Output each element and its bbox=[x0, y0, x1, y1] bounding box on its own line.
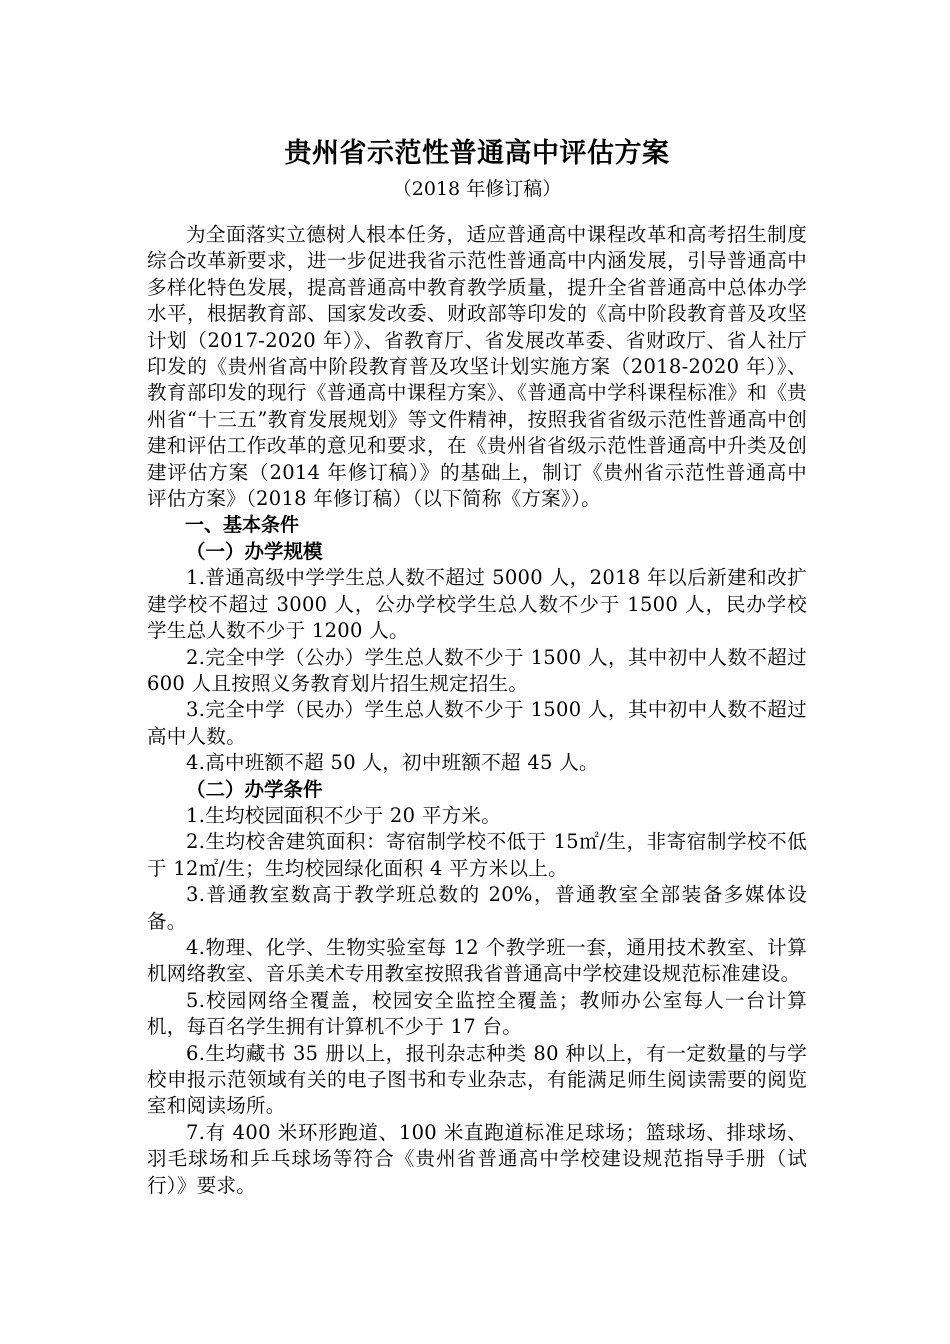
list-item: 6.生均藏书 35 册以上，报刊杂志种类 80 种以上，有一定数量的与学校申报示范领域有关的电子图书和专业杂志，有能满足师生阅读需要的阅览室和阅读场所。 bbox=[147, 1041, 807, 1118]
document-page bbox=[147, 128, 807, 1199]
document-title: 贵州省示范性普通高中评估方案 bbox=[284, 138, 670, 169]
document-subtitle: （2018 年修订稿） bbox=[392, 178, 562, 200]
list-item: 1.生均校园面积不少于 20 平方米。 bbox=[186, 803, 502, 827]
list-item: 2.完全中学（公办）学生总人数不少于 1500 人，其中初中人数不超过 600 人且按照义务教育划片招生规定招生。 bbox=[147, 645, 807, 695]
list-item: 5.校园网络全覆盖，校园安全监控全覆盖；教师办公室每人一台计算机，每百名学生拥有计算机不少于 17 台。 bbox=[147, 988, 807, 1039]
subsection-school-scale bbox=[147, 539, 807, 777]
list-item: 4.高中班额不超 50 人，初中班额不超 45 人。 bbox=[186, 751, 599, 775]
subsection-heading-school-scale: （一）办学规模 bbox=[186, 539, 323, 563]
list-item: 2.生均校舍建筑面积：寄宿制学校不低于 15㎡/生，非寄宿制学校不低于 12㎡/生；生均校园绿化面积 4 平方米以上。 bbox=[147, 830, 807, 880]
list-item: 3.完全中学（民办）学生总人数不少于 1500 人，其中初中人数不超过高中人数。 bbox=[147, 698, 807, 748]
list-item: 3.普通教室数高于教学班总数的 20%，普通教室全部装备多媒体设备。 bbox=[147, 883, 807, 933]
list-item: 1.普通高级中学学生总人数不超过 5000 人，2018 年以后新建和改扩建学校不超过 3000 人，公办学校学生总人数不少于 1500 人，民办学校学生总人数不少于 1200 人。 bbox=[147, 566, 807, 643]
subsection-school-conditions bbox=[147, 777, 807, 1200]
subsection-heading-school-conditions: （二）办学条件 bbox=[186, 777, 323, 801]
list-item: 7.有 400 米环形跑道、100 米直跑道标准足球场；篮球场、排球场、羽毛球场和乒乓球场等符合《贵州省普通高中学校建设规范指导手册（试行）》要求。 bbox=[147, 1120, 807, 1197]
list-item: 4.物理、化学、生物实验室每 12 个教学班一套，通用技术教室、计算机网络教室、音乐美术专用教室按照我省普通高中学校建设规范标准建设。 bbox=[147, 935, 807, 986]
section-heading-basic-conditions: 一、基本条件 bbox=[185, 514, 300, 537]
intro-paragraph: 为全面落实立德树人根本任务，适应普通高中课程改革和高考招生制度综合改革新要求，进一步促进我省示范性普通高中内涵发展，引导普通高中多样化特色发展，提高普通高中教育教学质量，提升全省普通高中总体办学水平，根据教育部、国家发改委、财政部等印发的《高中阶段教育普及攻坚计划（2017-2020 年）》、省教育厅、省发展改革委、省财政厅、省人社厅印发的《贵州省高中阶段教育普及攻坚计划实施方案（2018-2020 年）》、教育部印发的现行《普通高中课程方案》、《普通高中学科课程标准》和《贵州省“十三五”教育发展规划》等文件精神，按照我省省级示范性普通高中创建和评估工作改革的意见和要求，在《贵州省省级示范性普通高中升类及创建评估方案（2014 年修订稿）》的基础上，制订《贵州省示范性普通高中评估方案》（2018 年修订稿）（以下简称《方案》）。 bbox=[147, 223, 807, 511]
